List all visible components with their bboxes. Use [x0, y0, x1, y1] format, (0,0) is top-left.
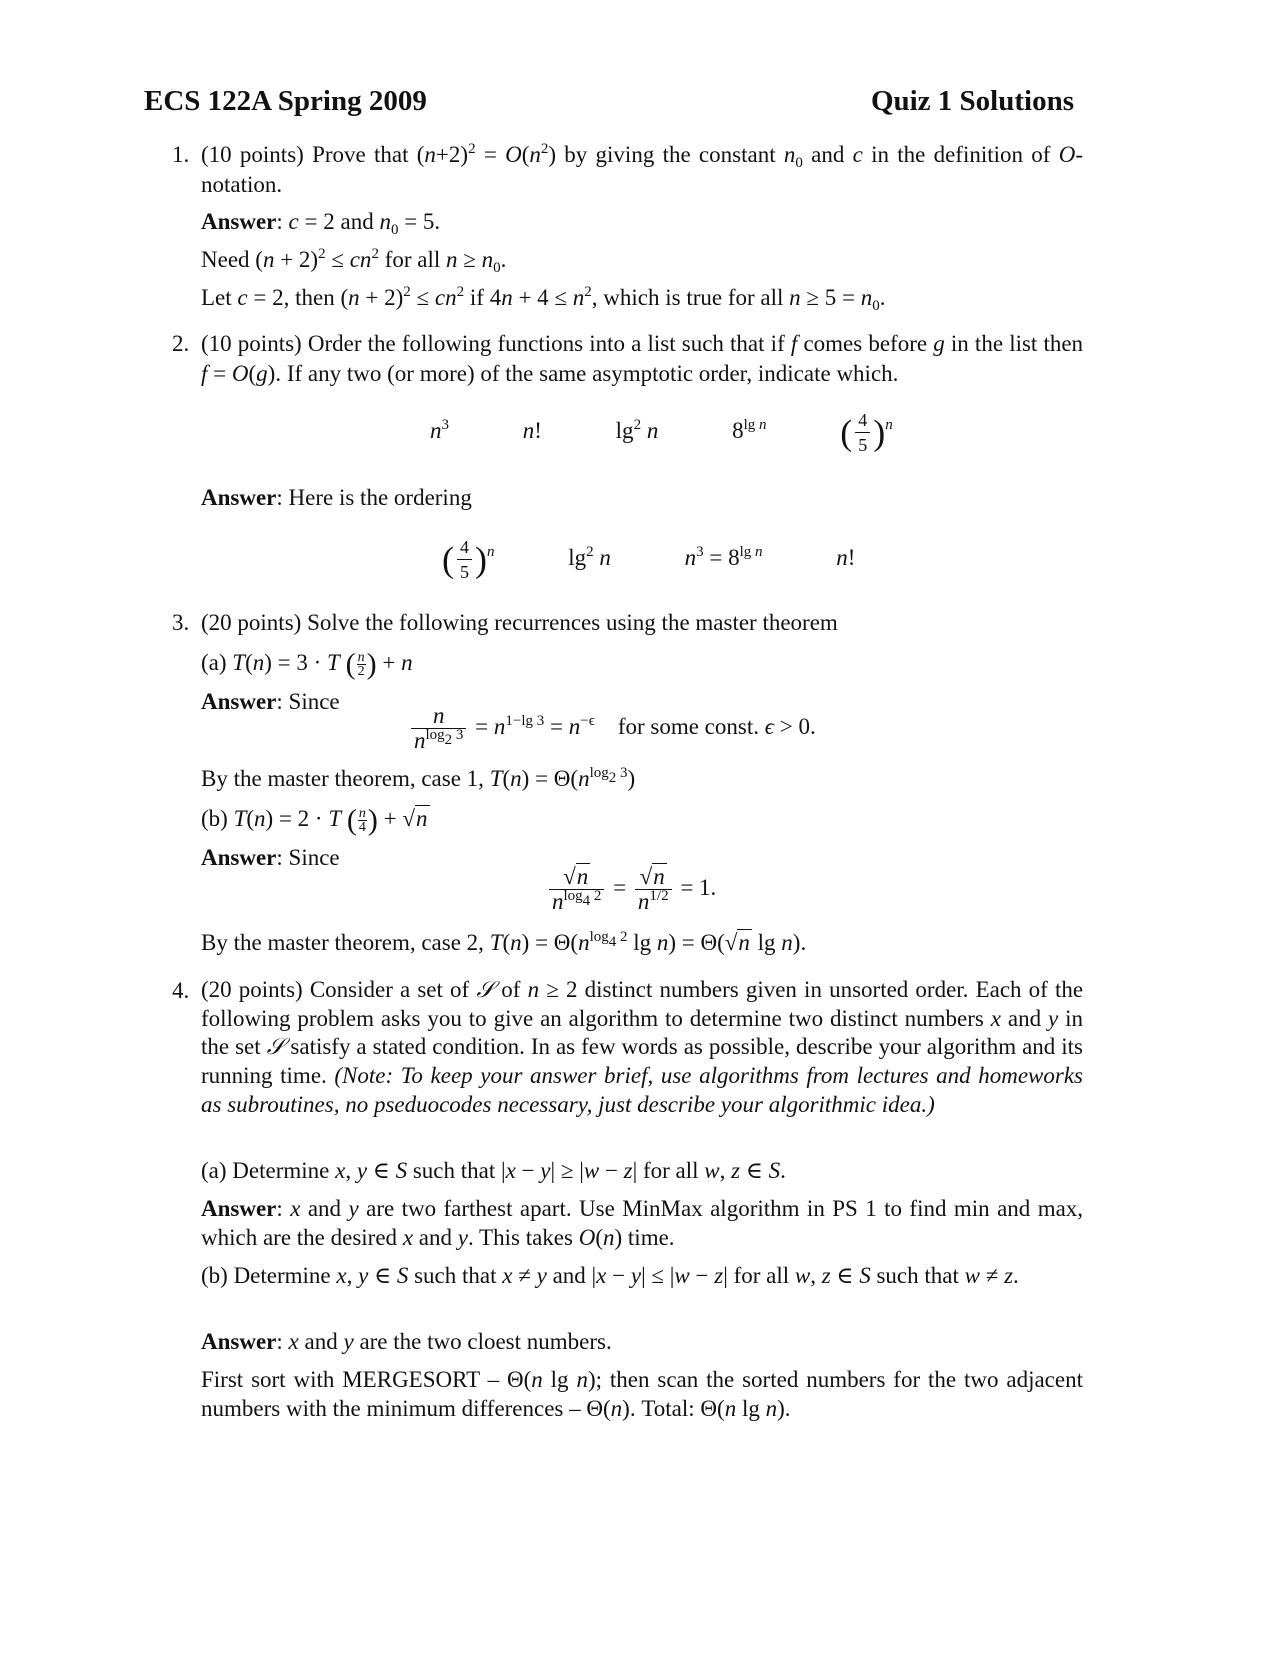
q2-answer: Answer: Here is the ordering: [201, 485, 472, 510]
q2-function-list: $n^3$ n! $\lg^2 n$ $8^{lg n}$ ( $\frac{4}{5}$ )$^n$: [430, 410, 893, 455]
q1-number: 1.: [172, 142, 190, 167]
q3b-recurrence: (b) T(n) = 2 · T ( $\frac{n}{4}$ ) + √n: [201, 803, 428, 837]
q3-number: 3.: [172, 610, 190, 635]
header-course: ECS 122A Spring 2009: [144, 85, 427, 117]
header-title: Quiz 1 Solutions: [870, 85, 1074, 117]
q3a-equation: $\frac{n}{n^{log_2 3}}$ = $n^{1-lg 3} = n^{-\epsilon}$ for some const. ϵ > 0.: [408, 704, 816, 753]
q2-ordering: ( $\frac{4}{5}$ )$^n$ $\lg^2 n$ $n^3 = 8^{lg n}$ n!: [442, 537, 856, 582]
q4a-answer: Answer: x and y are two farthest apart. Use MinMax algorithm in PS 1 to find min and max, which are the desired x and y. This takes O(n) time.: [201, 1196, 1084, 1250]
q2-statement: (10 points) Order the following functions into a list such that if f comes before g in the list then f = O(g). If any two (or more) of the same asymptotic order, indicate which.: [201, 331, 1084, 386]
q3-statement: (20 points) Solve the following recurrences using the master theorem: [201, 610, 838, 635]
q3b-case: By the master theorem, case 2, $T(n) = \Theta(n^{log_4 2}$ lg n) = Θ(√n lg n).: [201, 929, 807, 955]
q4b-explanation: First sort with MERGESORT – Θ(n lg n); then scan the sorted numbers for the two adjacent numbers with the minimum differences – Θ(n). Total: Θ(n lg n).: [201, 1367, 1083, 1421]
q1-statement: (10 points) Prove that $(n+2)^2 = O(n^2)$ by giving the constant $n_0$ and c in the definition of O-notation.: [201, 141, 1084, 197]
q2-number: 2.: [172, 331, 190, 356]
q3b-equation: $\frac{√n}{n^{log_4 2}}$ = $\frac{√n}{n^{1/2}}$ = 1.: [546, 865, 716, 914]
q3a-recurrence: (a) T(n) = 3 · T ( $\frac{n}{2}$ ) + n: [201, 647, 413, 681]
q1-need: Need $(n + 2)^2 \le cn^2$ for all $n \ge n_0$.: [201, 246, 507, 276]
q4b-answer: Answer: x and y are the two cloest numbers.: [201, 1329, 612, 1354]
q4-number: 4.: [172, 978, 190, 1003]
q3a-case: By the master theorem, case 1, $T(n) = \Theta(n^{log_2 3})$: [201, 765, 636, 791]
q1-let: Let c = 2, then $(n + 2)^2 \le cn^2$ if $4n + 4 \le n^2$, which is true for all $n \ge 5 = n_0$.: [201, 284, 886, 314]
q4-statement: (20 points) Consider a set of 𝒮 of n ≥ 2 distinct numbers given in unsorted order. Each of the following problem asks you to give an algorithm to determine two distinct numbers x and y in the set 𝒮 satisfy a stated condition. In as few words as possible, describe your algorithm and its running time. (Note: To keep your answer brief, use algorithms from lectures and homeworks as subroutines, no pseduocodes necessary, just describe your algorithmic idea.): [201, 977, 1084, 1117]
q3a-answer: Answer: Since: [201, 689, 340, 714]
q1-answer: Answer: c = 2 and $n_0 = 5$.: [201, 209, 441, 238]
q4a-question: (a) Determine x, y ∈ S such that |x − y| ≥ |w − z| for all w, z ∈ S.: [201, 1158, 786, 1183]
q4b-question: (b) Determine x, y ∈ S such that x ≠ y and |x − y| ≤ |w − z| for all w, z ∈ S such that w ≠ z.: [201, 1263, 1019, 1288]
q3b-answer: Answer: Since: [201, 845, 340, 870]
